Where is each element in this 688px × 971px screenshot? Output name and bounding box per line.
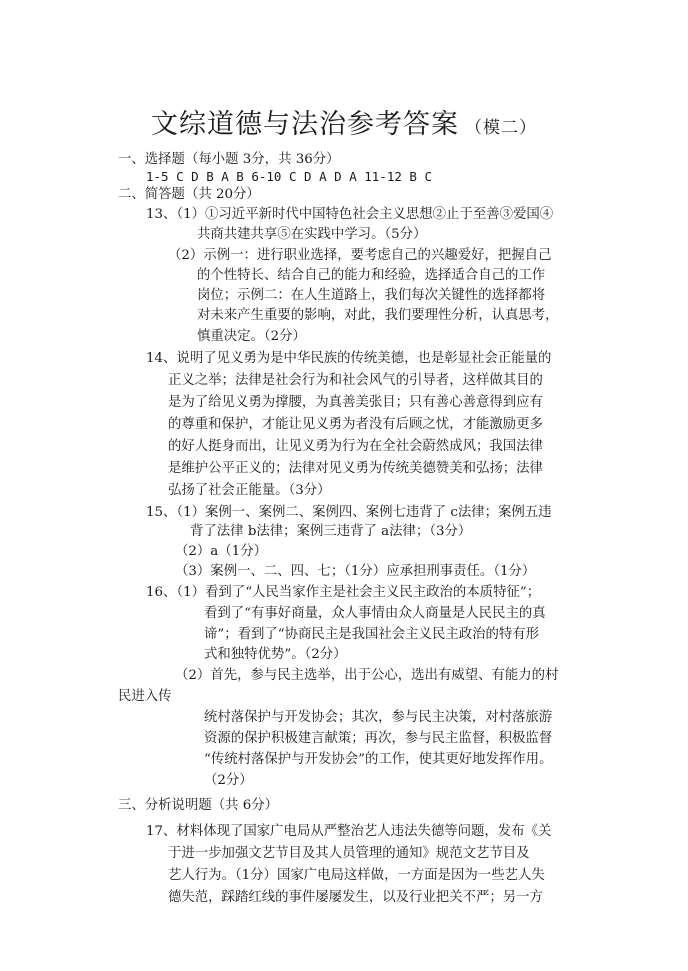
answer-line: 看到了“有事好商量，众人事情由众人商量是人民民主的真 — [204, 606, 546, 621]
answer-line: 式和独特优势”。（2分） — [204, 647, 347, 662]
answer-line: 的尊重和保护，才能让见义勇为者没有后顾之忧，才能激励更多 — [168, 417, 543, 432]
answer-line: 谛”；看到了“协商民主是我国社会主义民主政治的特有形 — [204, 627, 540, 642]
answer-line: 13、（1）①习近平新时代中国特色社会主义思想②止于至善③爱国④ — [146, 207, 554, 222]
answer-line: 统村落保护与开发协会；其次，参与民主决策，对村落旅游 — [204, 710, 553, 725]
answer-line: （2分） — [204, 773, 253, 788]
answer-line: 岗位；示例二：在人生道路上，我们每次关键性的选择都将 — [197, 288, 546, 303]
answer-line: （3）案例一、二、四、七；（1分）应承担刑事责任。（1分） — [175, 564, 536, 579]
answer-line: “传统村落保护与开发协会”的工作，使其更好地发挥作用。 — [204, 752, 553, 767]
section-heading: 一、选择题（每小题 3分，共 36分） — [118, 152, 340, 167]
answer-line: 15、（1）案例一、案例二、案例四、案例七违背了 c法律；案例五违 — [146, 505, 552, 520]
answer-line: 背了法律 b法律；案例三违背了 a法律；（3分） — [190, 524, 472, 539]
answer-line: 14、说明了见义勇为是中华民族的传统美德，也是彰显社会正能量的 — [146, 351, 552, 366]
answer-line: 弘扬了社会正能量。（3分） — [168, 483, 331, 498]
answer-line: 民进入传 — [118, 689, 172, 704]
answer-line: 的好人挺身而出，让见义勇为行为在全社会蔚然成风；我国法律 — [168, 439, 543, 454]
answer-line: （2）a（1分） — [175, 544, 267, 559]
choice-answers: 1-5 C D B A B 6-10 C D A D A 11-12 B C — [146, 169, 432, 184]
answer-line: 德失范，踩踏红线的事件屡屡发生，以及行业把关不严；另一方 — [168, 890, 543, 905]
document-title-line — [0, 102, 688, 141]
answer-line: 的个性特长、结合自己的能力和经验，选择适合自己的工作 — [197, 268, 546, 283]
answer-line: 正义之举；法律是社会行为和社会风气的引导者，这样做其目的 — [168, 373, 543, 388]
document-title: 文综道德与法治参考答案 — [151, 109, 459, 140]
answer-line: 17、材料体现了国家广电局从严整治艺人违法失德等问题，发布《关 — [146, 824, 552, 839]
answer-line: 是为了给见义勇为撑腰，为真善美张目；只有善心善意得到应有 — [168, 395, 543, 410]
answer-line: 资源的保护积极建言献策；再次，参与民主监督，积极监督 — [204, 731, 553, 746]
section-heading: 三、分析说明题（共 6分） — [118, 798, 279, 813]
answer-line: 艺人行为。（1分）国家广电局这样做，一方面是因为一些艺人失 — [168, 868, 545, 883]
section-heading: 二、简答题（共 20分） — [118, 187, 260, 202]
answer-line: 共商共建共享⑤在实践中学习。（5分） — [197, 227, 427, 242]
answer-line: 是维护公平正义的；法律对见义勇为传统美德赞美和弘扬；法律 — [168, 461, 543, 476]
answer-line: （2）示例一：进行职业选择，要考虑自己的兴趣爱好，把握自己 — [168, 248, 552, 263]
document-title-suffix: （模二） — [465, 118, 537, 138]
answer-line: 16、（1）看到了“人民当家作主是社会主义民主政治的本质特征”； — [146, 585, 541, 600]
answer-line: 于进一步加强文艺节目及其人员管理的通知》规范文艺节目及 — [168, 846, 530, 861]
answer-line: （2）首先，参与民主选举，出于公心，选出有威望、有能力的村 — [175, 668, 559, 683]
answer-line: 慎重决定。（2分） — [197, 329, 306, 344]
answer-line: 对未来产生重要的影响，对此，我们要理性分析，认真思考， — [197, 308, 559, 323]
